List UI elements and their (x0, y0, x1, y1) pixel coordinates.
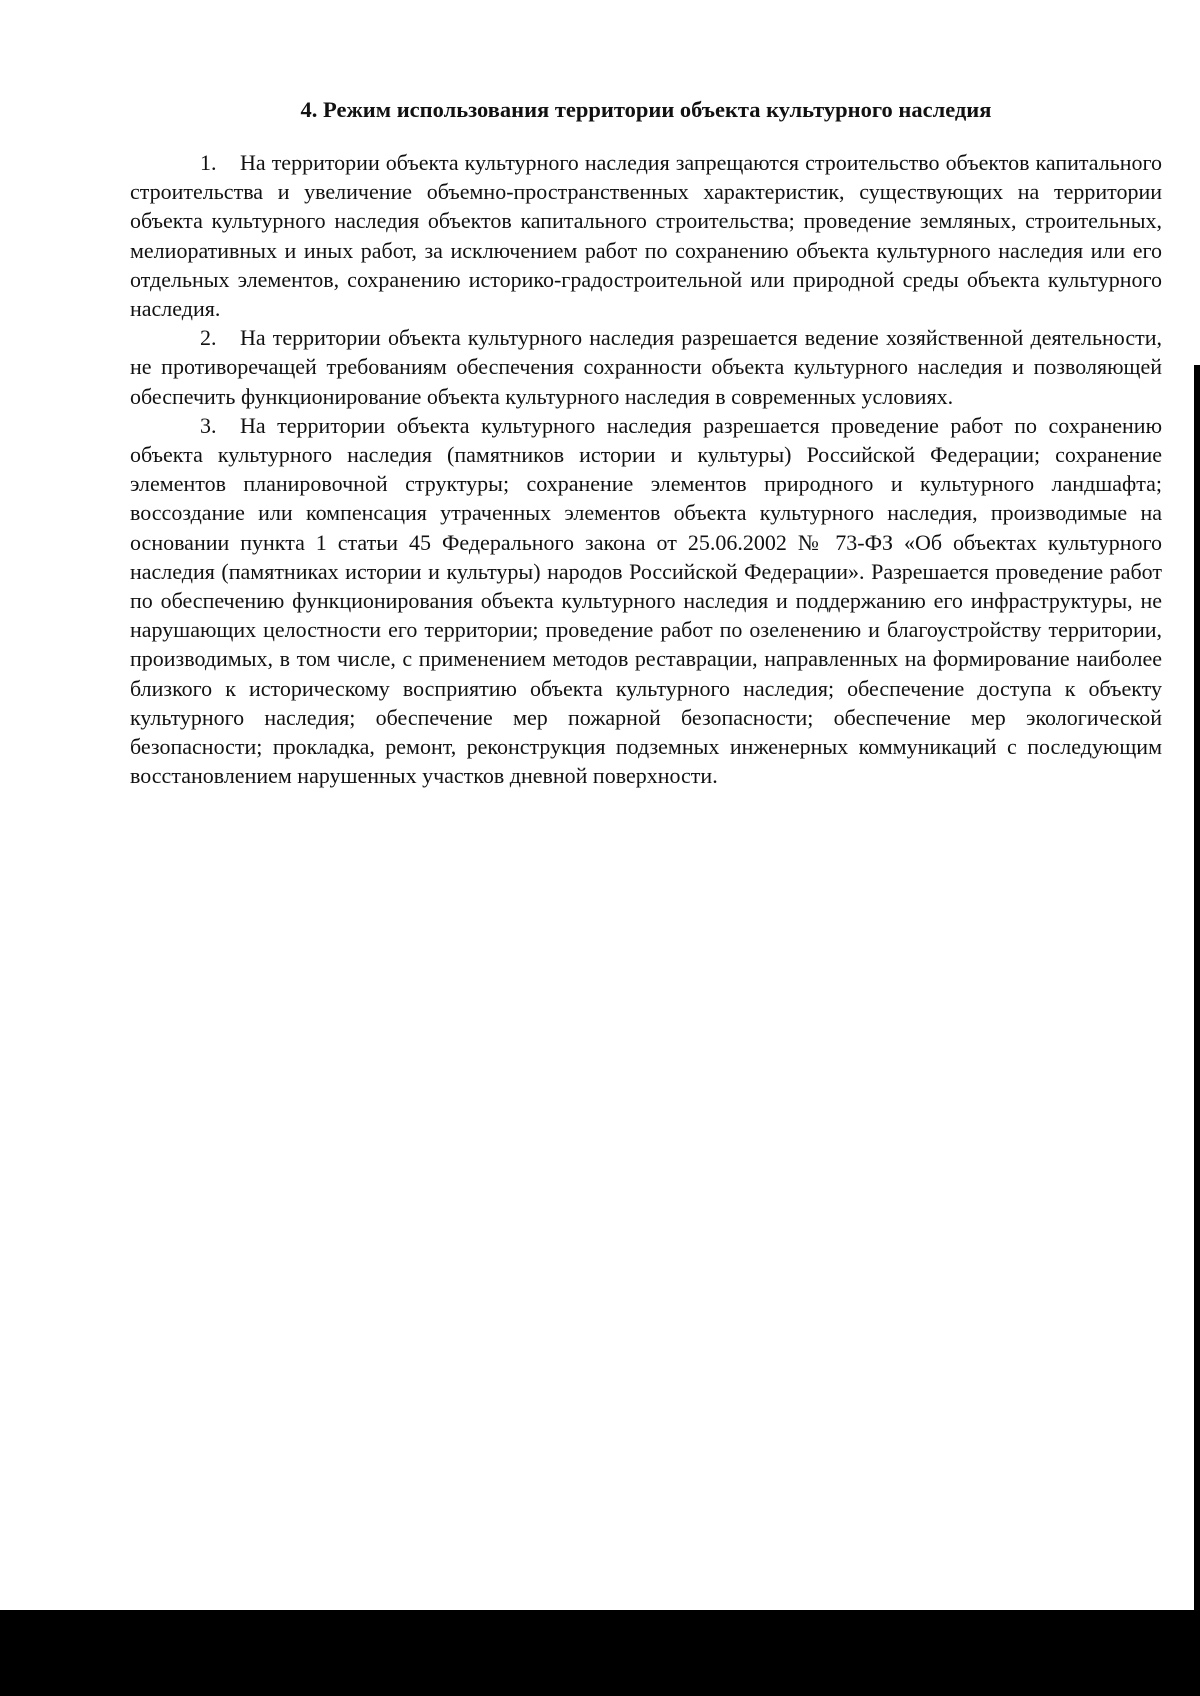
paragraph-2 (130, 323, 1162, 411)
document-body (130, 96, 1162, 790)
paragraph-text: На территории объекта культурного наследия запрещаются строительство объектов капитального строительства и увеличение объемно-пространственных характеристик, существующих на территории объекта культурного наследия объектов капитального строительства; проведение земляных, строительных, мелиоративных и иных работ, за исключением работ по сохранению объекта культурного наследия или его отдельных элементов, сохранению историко-градостроительной или природной среды объекта культурного наследия. (130, 150, 1162, 322)
scan-edge-shadow (1194, 365, 1200, 1615)
paragraph-number: 2. (200, 325, 217, 351)
paragraph-text: На территории объекта культурного наследия разрешается ведение хозяйственной деятельности, не противоречащей требованиям обеспечения сохранности объекта культурного наследия и позволяющей обеспечить функционирование объекта культурного наследия в современных условиях. (130, 325, 1162, 409)
section-title: 4. Режим использования территории объекта культурного наследия (300, 97, 992, 122)
paragraph-text: На территории объекта культурного наследия разрешается проведение работ по сохранению объекта культурного наследия (памятников истории и культуры) Российской Федерации; сохранение элементов планировочной структуры; сохранение элементов природного и культурного ландшафта; воссоздание или компенсация утраченных элементов объекта культурного наследия, производимые на основании пункта 1 статьи 45 Федерального закона от 25.06.2002 № 73-ФЗ «Об объектах культурного наследия (памятниках истории и культуры) народов Российской Федерации». Разрешается проведение работ по обеспечению функционирования объекта культурного наследия и поддержанию его инфраструктуры, не нарушающих целостности его территории; проведение работ по озеленению и благоустройству территории, производимых, в том числе, с применением методов реставрации, направленных на формирование наиболее близкого к историческому восприятию объекта культурного наследия; обеспечение доступа к объекту культурного наследия; обеспечение мер пожарной безопасности; обеспечение мер экологической безопасности; прокладка, ремонт, реконструкция подземных инженерных коммуникаций с последующим восстановлением нарушенных участков дневной поверхности. (130, 412, 1162, 789)
scan-bottom-border (0, 1610, 1200, 1696)
paragraph-1 (130, 148, 1162, 323)
paragraph-number: 3. (200, 412, 217, 438)
paragraph-3 (130, 411, 1162, 791)
paragraph-number: 1. (200, 150, 217, 175)
